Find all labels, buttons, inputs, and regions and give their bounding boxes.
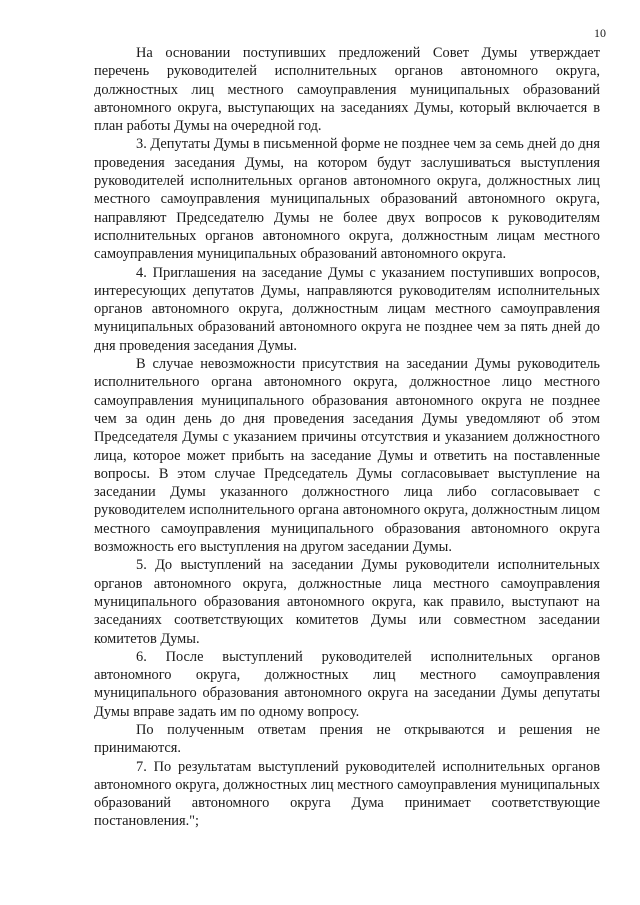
paragraph: На основании поступивших предложений Совет Думы утверждает перечень руководителей исполнительных органов автономного округа, должностных лиц местного самоуправления муниципальных образований автономного округа, выступающих на заседаниях Думы, который включается в план работы Думы на очередной год. <box>94 45 600 135</box>
paragraph: 6. После выступлений руководителей исполнительных органов автономного округа, должностных лиц местного самоуправления муниципального образования автономного округа на заседании Думы депутаты Думы вправе задать им по одному вопросу. <box>94 648 600 720</box>
paragraph: 3. Депутаты Думы в письменной форме не позднее чем за семь дней до дня проведения заседания Думы, на котором будут заслушиваться выступления руководителей исполнительных органов автономного округа, должностных лиц местного самоуправления муниципальных образований автономного округа, направляют Председателю Думы не более двух вопросов к руководителям исполнительных органов автономного округа, должностным лицам местного самоуправления муниципальных образований автономного округа. <box>94 136 600 263</box>
paragraph: По полученным ответам прения не открываются и решения не принимаются. <box>94 721 600 757</box>
paragraph: 5. До выступлений на заседании Думы руководители исполнительных органов автономного округа, должностные лица местного самоуправления муниципального образования автономного округа, как правило, выступают на заседаниях соответствующих комитетов Думы или совместном заседании комитетов Думы. <box>94 557 600 647</box>
paragraph: 7. По результатам выступлений руководителей исполнительных органов автономного округа, должностных лиц местного самоуправления муниципальных образований автономного округа Дума принимает соответствующие постановления."; <box>94 758 600 830</box>
document-body <box>94 44 600 831</box>
paragraph: В случае невозможности присутствия на заседании Думы руководитель исполнительного органа автономного округа, должностное лицо местного самоуправления муниципального образования автономного округа не позднее чем за один день до дня проведения заседания Думы уведомляют об этом Председателя Думы с указанием причины отсутствия и указанием должностного лица, которое может прибыть на заседание Думы и ответить на поставленные вопросы. В этом случае Председатель Думы согласовывает выступление на заседании Думы указанного должностного лица либо согласовывает с руководителем исполнительного органа автономного округа, должностным лицом местного самоуправления муниципального образования автономного округа возможность его выступления на другом заседании Думы. <box>94 356 600 556</box>
paragraph: 4. Приглашения на заседание Думы с указанием поступивших вопросов, интересующих депутатов Думы, направляются руководителям исполнительных органов автономного округа, должностным лицам местного самоуправления муниципальных образований автономного округа не позднее чем за пять дней до дня проведения заседания Думы. <box>94 264 600 354</box>
page-number: 10 <box>594 26 606 40</box>
